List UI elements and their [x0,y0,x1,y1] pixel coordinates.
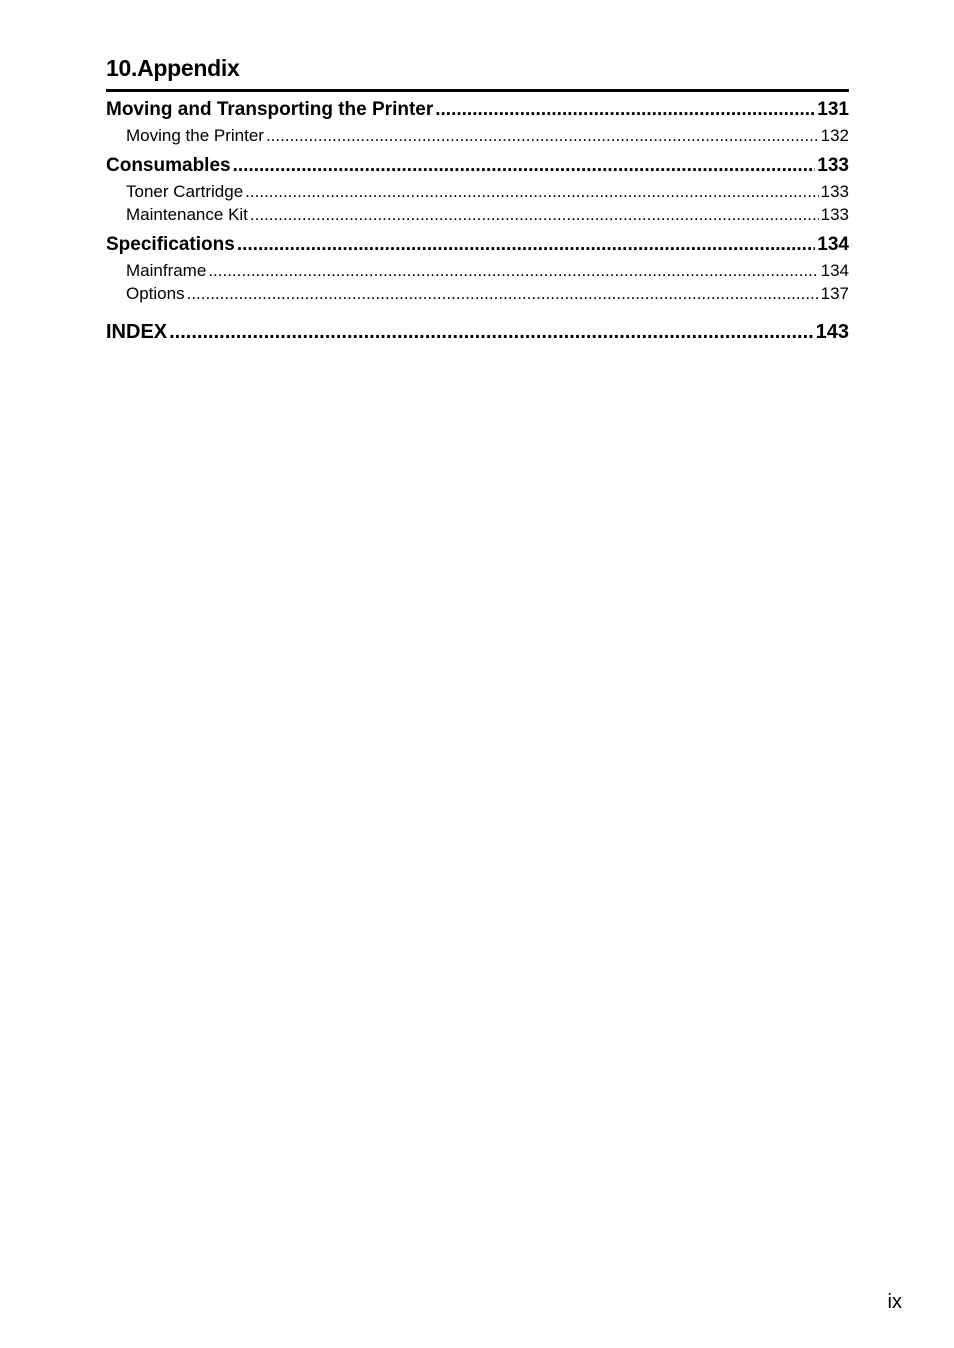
toc-entry-page: 132 [820,126,849,145]
toc-entry-options[interactable] [106,282,849,305]
toc-entry-label: Toner Cartridge [126,182,244,201]
toc-entry-specifications[interactable] [106,231,849,259]
toc-entry-label: Consumables [106,155,231,176]
toc-entry-label: Options [126,284,185,303]
toc-leader-dots [266,124,819,147]
toc-entry-label: Mainframe [126,261,207,280]
page-number: ix [887,1291,902,1313]
toc-entry-label: INDEX [106,321,168,343]
chapter-title: 10.Appendix [106,55,240,81]
toc-entry-toner-cartridge[interactable] [106,180,849,203]
toc-entry-mainframe[interactable] [106,259,849,282]
toc-entry-page: 134 [817,234,849,255]
table-of-contents [106,96,849,347]
toc-leader-dots [233,152,816,180]
toc-entry-moving-the-printer[interactable] [106,124,849,147]
toc-entry-moving-and-transporting[interactable] [106,96,849,124]
toc-entry-page: 131 [817,99,849,120]
toc-leader-dots [169,317,814,347]
toc-entry-page: 133 [820,182,849,201]
toc-leader-dots [245,180,818,203]
toc-entry-label: Moving the Printer [126,126,264,145]
toc-entry-index[interactable] [106,317,849,347]
toc-entry-maintenance-kit[interactable] [106,203,849,226]
toc-leader-dots [435,96,815,124]
toc-entry-page: 137 [820,284,849,303]
toc-leader-dots [250,203,819,226]
toc-leader-dots [187,282,819,305]
toc-entry-consumables[interactable] [106,152,849,180]
toc-entry-page: 133 [820,205,849,224]
toc-leader-dots [208,259,818,282]
chapter-rule [106,89,849,92]
toc-entry-label: Maintenance Kit [126,205,248,224]
toc-entry-page: 134 [820,261,849,280]
toc-entry-page: 143 [815,321,849,343]
toc-leader-dots [237,231,815,259]
toc-entry-page: 133 [817,155,849,176]
toc-entry-label: Specifications [106,234,235,255]
toc-entry-label: Moving and Transporting the Printer [106,99,434,120]
